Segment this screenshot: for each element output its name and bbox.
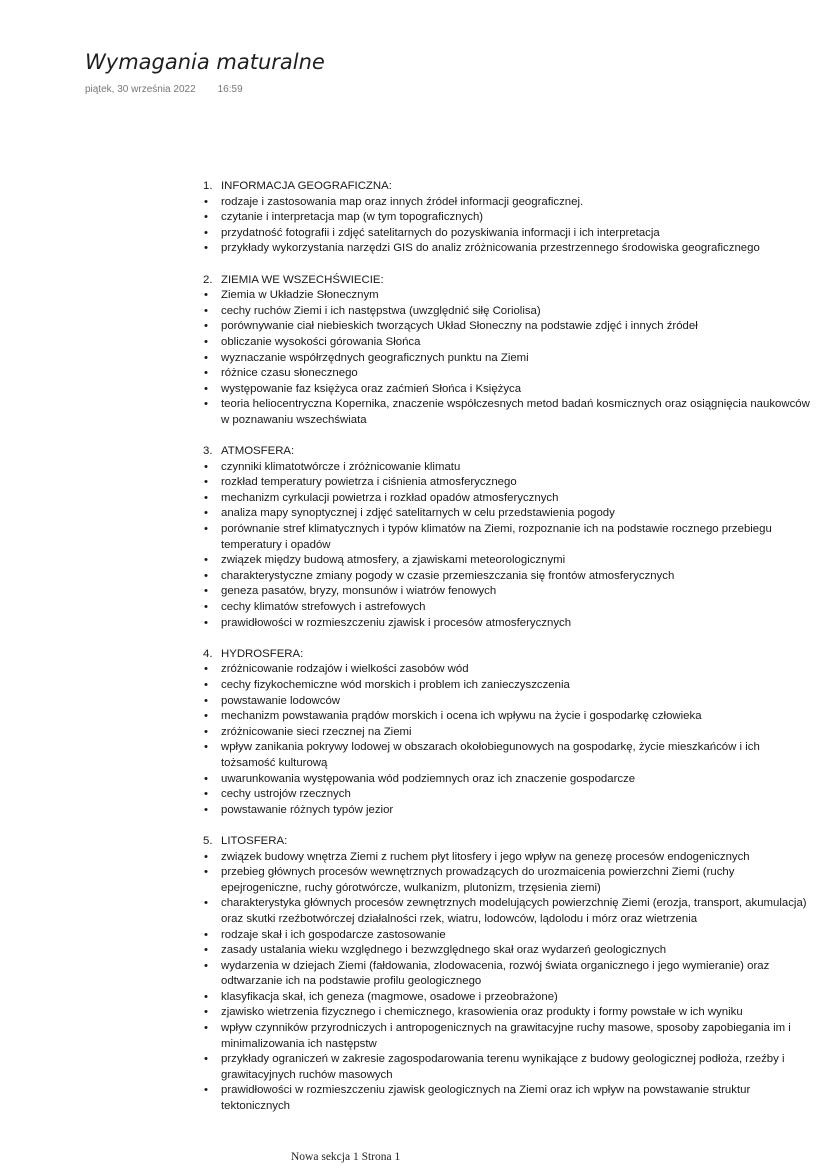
list-item <box>203 569 815 585</box>
list-item-text: mechanizm cyrkulacji powietrza i rozkład opadów atmosferycznych <box>221 491 559 504</box>
list-item <box>203 382 815 398</box>
bullet-icon: • <box>204 569 208 582</box>
list-item-text: czynniki klimatotwórcze i zróżnicowanie klimatu <box>221 460 461 473</box>
list-item <box>203 475 815 491</box>
section-heading <box>203 834 815 850</box>
list-item-text: przydatność fotografii i zdjęć satelitarnych do pozyskiwania informacji i ich interpretacja <box>221 226 660 239</box>
section <box>203 179 815 257</box>
bullet-icon: • <box>204 679 208 691</box>
list-item <box>203 725 815 741</box>
section <box>203 273 815 429</box>
list-item <box>203 616 815 632</box>
list-item-text: Ziemia w Układzie Słonecznym <box>221 289 379 302</box>
bullet-list <box>203 662 815 818</box>
list-item-text: powstawanie różnych typów jezior <box>221 803 394 816</box>
bullet-icon: • <box>204 788 208 801</box>
list-item <box>203 678 815 694</box>
list-item <box>203 1052 815 1083</box>
list-item <box>203 319 815 335</box>
bullet-icon: • <box>204 242 208 255</box>
list-item <box>203 850 815 866</box>
section <box>203 444 815 631</box>
section-title: ZIEMIA WE WSZECHŚWIECIE: <box>221 273 384 286</box>
list-item <box>203 990 815 1006</box>
bullet-icon: • <box>204 507 208 520</box>
list-item-text: zasady ustalania wieku względnego i bezwzględnego skał oraz wydarzeń geologicznych <box>221 944 667 957</box>
page-meta <box>85 84 243 95</box>
list-item <box>203 662 815 678</box>
bullet-icon: • <box>204 1022 208 1035</box>
bullet-icon: • <box>204 694 208 707</box>
list-item <box>203 1021 815 1052</box>
bullet-icon: • <box>204 803 208 816</box>
bullet-list <box>203 195 815 257</box>
list-item <box>203 928 815 944</box>
section-number: 3. <box>203 445 213 458</box>
list-item <box>203 241 815 257</box>
section-title: INFORMACJA GEOGRAFICZNA: <box>221 180 392 192</box>
page-date: piątek, 30 września 2022 <box>85 84 196 95</box>
bullet-list <box>203 850 815 1115</box>
list-item <box>203 553 815 569</box>
list-item-text: różnice czasu słonecznego <box>221 367 358 380</box>
page-footer: Nowa sekcja 1 Strona 1 <box>291 1151 401 1163</box>
bullet-icon: • <box>204 1053 208 1066</box>
bullet-icon: • <box>204 211 208 224</box>
bullet-icon: • <box>204 460 208 473</box>
section <box>203 647 815 819</box>
list-item <box>203 694 815 710</box>
section-heading <box>203 444 815 460</box>
list-item <box>203 195 815 211</box>
list-item <box>203 506 815 522</box>
list-item-text: cechy fizykochemiczne wód morskich i problem ich zanieczyszczenia <box>221 679 570 691</box>
list-item <box>203 522 815 553</box>
list-item-text: mechanizm powstawania prądów morskich i ocena ich wpływu na życie i gospodarkę człowieka <box>221 710 702 723</box>
bullet-icon: • <box>204 476 208 489</box>
bullet-icon: • <box>204 320 208 333</box>
list-item <box>203 366 815 382</box>
list-item-text: rozkład temperatury powietrza i ciśnienia atmosferycznego <box>221 476 517 489</box>
list-item <box>203 304 815 320</box>
bullet-icon: • <box>204 616 208 629</box>
list-item <box>203 865 815 896</box>
list-item <box>203 959 815 990</box>
list-item-text: prawidłowości w rozmieszczeniu zjawisk geologicznych na Ziemi oraz ich wpływ na powstawanie struktur tektonicznych <box>221 1084 751 1113</box>
list-item <box>203 740 815 771</box>
list-item-text: wpływ zanikania pokrywy lodowej w obszarach okołobiegunowych na gospodarkę, życie mieszkańców i ich tożsamość kulturową <box>221 741 760 769</box>
section-heading <box>203 273 815 289</box>
bullet-icon: • <box>204 944 208 957</box>
list-item <box>203 460 815 476</box>
section-number: 5. <box>203 834 213 847</box>
bullet-icon: • <box>204 335 208 348</box>
list-item-text: charakterystyczne zmiany pogody w czasie przemieszczania się frontów atmosferycznych <box>221 569 675 582</box>
list-item-text: wydarzenia w dziejach Ziemi (fałdowania, zlodowacenia, rozwój świata organicznego i jego wymieranie) oraz odtwarzanie ich na podstawie profilu geologicznego <box>221 959 770 988</box>
page-title: Wymagania maturalne <box>85 50 325 74</box>
bullet-icon: • <box>204 710 208 723</box>
list-item-text: prawidłowości w rozmieszczeniu zjawisk i procesów atmosferycznych <box>221 616 572 629</box>
list-item <box>203 896 815 927</box>
bullet-icon: • <box>204 897 208 910</box>
list-item <box>203 1083 815 1114</box>
list-item <box>203 351 815 367</box>
list-item-text: teoria heliocentryczna Kopernika, znaczenie współczesnych metod badań kosmicznych oraz osiągnięcia naukowców w poznawaniu wszechświata <box>221 398 810 426</box>
bullet-list <box>203 460 815 632</box>
bullet-icon: • <box>204 367 208 380</box>
list-item-text: obliczanie wysokości górowania Słońca <box>221 335 421 348</box>
bullet-icon: • <box>204 725 208 738</box>
bullet-icon: • <box>204 928 208 941</box>
bullet-icon: • <box>204 304 208 317</box>
section-heading <box>203 179 815 195</box>
list-item-text: analiza mapy synoptycznej i zdjęć satelitarnych w celu przedstawienia pogody <box>221 507 615 520</box>
list-item <box>203 600 815 616</box>
list-item-text: cechy ustrojów rzecznych <box>221 788 351 801</box>
list-item-text: związek między budową atmosfery, a zjawiskami meteorologicznymi <box>221 554 566 567</box>
bullet-icon: • <box>204 959 208 972</box>
bullet-icon: • <box>204 601 208 614</box>
document-body <box>203 179 815 1130</box>
page-time: 16:59 <box>217 84 243 95</box>
list-item-text: uwarunkowania występowania wód podziemnych oraz ich znaczenie gospodarcze <box>221 772 636 785</box>
bullet-icon: • <box>204 226 208 239</box>
bullet-icon: • <box>204 850 208 863</box>
bullet-icon: • <box>204 585 208 598</box>
bullet-icon: • <box>204 741 208 754</box>
section-title: ATMOSFERA: <box>221 445 295 458</box>
list-item-text: przykłady wykorzystania narzędzi GIS do analiz zróżnicowania przestrzennego środowiska geograficznego <box>221 242 760 255</box>
list-item-text: związek budowy wnętrza Ziemi z ruchem płyt litosfery i jego wpływ na genezę procesów endogenicznych <box>221 850 750 863</box>
bullet-icon: • <box>204 382 208 395</box>
section-title: HYDROSFERA: <box>221 647 304 660</box>
list-item-text: cechy klimatów strefowych i astrefowych <box>221 601 426 614</box>
list-item-text: klasyfikacja skał, ich geneza (magmowe, osadowe i przeobrażone) <box>221 990 558 1003</box>
list-item-text: powstawanie lodowców <box>221 694 341 707</box>
list-item <box>203 210 815 226</box>
list-item-text: zjawisko wietrzenia fizycznego i chemicznego, krasowienia oraz produkty i formy powstałe w ich wyniku <box>221 1006 743 1019</box>
list-item-text: wpływ czynników przyrodniczych i antropogenicznych na grawitacyjne ruchy masowe, sposoby zapobiegania im i minimalizowania ich następstw <box>221 1022 791 1050</box>
list-item <box>203 397 815 428</box>
bullet-icon: • <box>204 663 208 676</box>
section-number: 1. <box>203 180 213 192</box>
list-item-text: porównywanie ciał niebieskich tworzących Układ Słoneczny na podstawie zdjęć i innych źródeł <box>221 320 698 333</box>
bullet-icon: • <box>204 866 208 879</box>
section <box>203 834 815 1115</box>
bullet-icon: • <box>204 772 208 785</box>
list-item <box>203 491 815 507</box>
section-heading <box>203 647 815 663</box>
list-item-text: przykłady ograniczeń w zakresie zagospodarowania terenu wynikające z budowy geologicznej podłoża, rzeźby i grawitacyjnych ruchów masowych <box>221 1053 785 1081</box>
list-item <box>203 226 815 242</box>
bullet-icon: • <box>204 1006 208 1019</box>
list-item <box>203 335 815 351</box>
list-item <box>203 772 815 788</box>
bullet-icon: • <box>204 195 208 208</box>
bullet-icon: • <box>204 554 208 567</box>
list-item <box>203 288 815 304</box>
bullet-icon: • <box>204 398 208 411</box>
list-item-text: rodzaje skał i ich gospodarcze zastosowanie <box>221 928 446 941</box>
list-item-text: wyznaczanie współrzędnych geograficznych punktu na Ziemi <box>221 351 529 364</box>
bullet-icon: • <box>204 523 208 536</box>
section-number: 2. <box>203 273 213 286</box>
list-item <box>203 584 815 600</box>
list-item-text: przebieg głównych procesów wewnętrznych prowadzących do urozmaicenia powierzchni Ziemi (ruchy epejrogeniczne, ruchy górotwórcze, wulkanizm, plutonizm, trzęsienia ziemi) <box>221 866 735 894</box>
section-number: 4. <box>203 647 213 660</box>
bullet-icon: • <box>204 491 208 504</box>
list-item <box>203 787 815 803</box>
list-item-text: czytanie i interpretacja map (w tym topograficznych) <box>221 211 484 224</box>
bullet-icon: • <box>204 1084 208 1097</box>
list-item-text: porównanie stref klimatycznych i typów klimatów na Ziemi, rozpoznanie ich na podstawie rocznego przebiegu temperatury i opadów <box>221 523 772 551</box>
bullet-icon: • <box>204 990 208 1003</box>
list-item-text: zróżnicowanie rodzajów i wielkości zasobów wód <box>221 663 469 676</box>
list-item <box>203 1005 815 1021</box>
list-item <box>203 709 815 725</box>
list-item-text: charakterystyka głównych procesów zewnętrznych modelujących powierzchnię Ziemi (erozja, transport, akumulacja) oraz skutki rzeźbotwórczej działalności rzek, wiatru, lodowców, lądolodu i mórz oraz wietrzenia <box>221 897 807 925</box>
list-item-text: zróżnicowanie sieci rzecznej na Ziemi <box>221 725 412 738</box>
list-item-text: rodzaje i zastosowania map oraz innych źródeł informacji geograficznej. <box>221 195 584 208</box>
list-item-text: cechy ruchów Ziemi i ich następstwa (uwzględnić siłę Coriolisa) <box>221 304 541 317</box>
list-item-text: występowanie faz księżyca oraz zaćmień Słońca i Księżyca <box>221 382 522 395</box>
bullet-icon: • <box>204 289 208 302</box>
bullet-icon: • <box>204 351 208 364</box>
list-item <box>203 803 815 819</box>
list-item <box>203 943 815 959</box>
bullet-list <box>203 288 815 428</box>
list-item-text: geneza pasatów, bryzy, monsunów i wiatrów fenowych <box>221 585 497 598</box>
section-title: LITOSFERA: <box>221 834 288 847</box>
